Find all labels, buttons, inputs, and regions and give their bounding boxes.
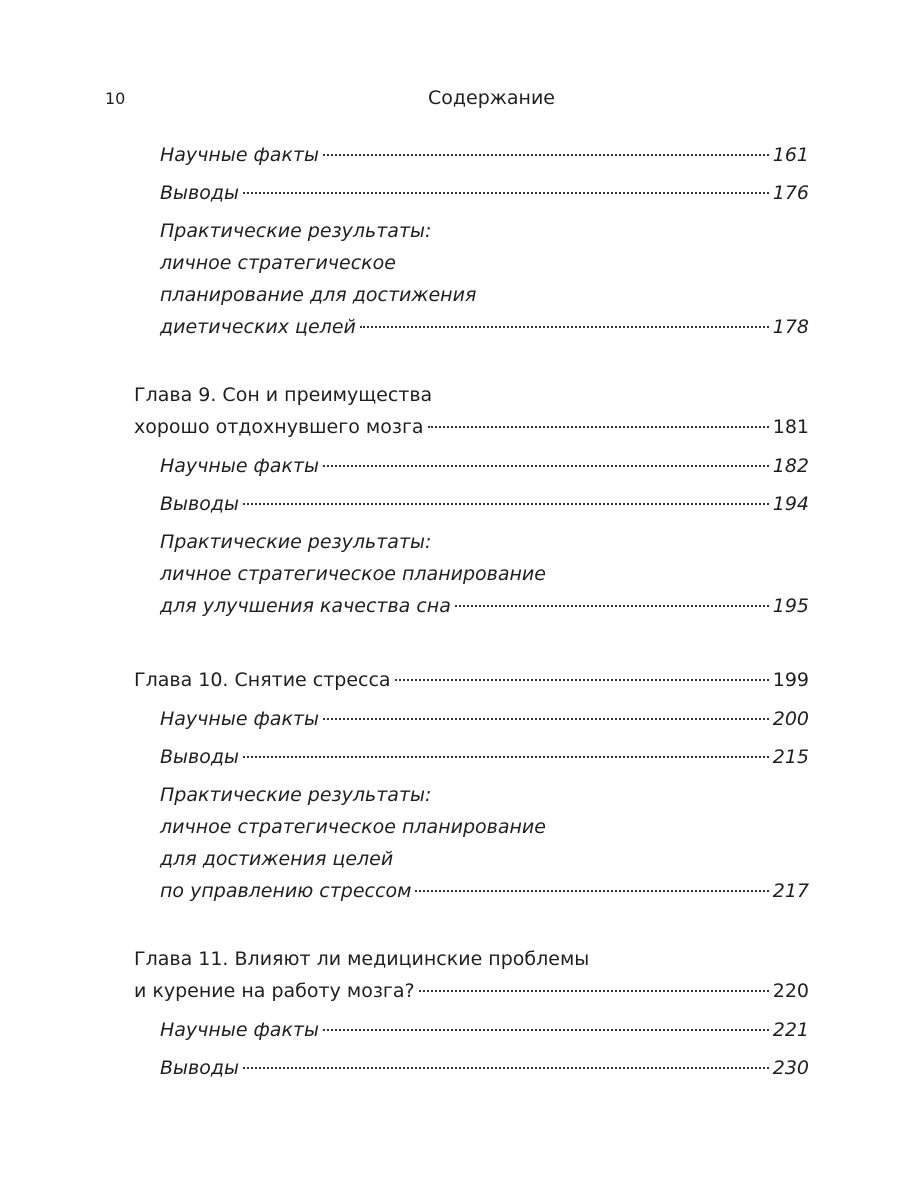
toc-entry-label: хорошо отдохнувшего мозга: [134, 416, 424, 438]
toc-entry-label: Выводы: [160, 493, 239, 515]
toc-entry-conclusions[interactable]: [160, 1052, 809, 1084]
dot-leader: [323, 465, 769, 467]
dot-leader: [395, 679, 769, 681]
dot-leader: [323, 1029, 769, 1031]
toc-entry-practical-results-diet[interactable]: [160, 311, 809, 343]
dot-leader: [243, 1067, 769, 1069]
dot-leader: [415, 890, 768, 892]
dot-leader: [428, 426, 769, 428]
toc-chapter-11[interactable]: [134, 975, 809, 1007]
toc-entry-line: Практические результаты:: [160, 531, 432, 553]
toc-entry-line: Практические результаты:: [160, 784, 432, 806]
toc-entry-science-facts[interactable]: [160, 450, 809, 482]
toc-entry-page: 215: [772, 746, 809, 768]
toc-entry-line: Практические результаты:: [160, 220, 432, 242]
toc-entry-label: Научные факты: [160, 455, 319, 477]
toc-entry-page: 217: [772, 880, 809, 902]
toc-entry-line: личное стратегическое планирование: [160, 563, 546, 585]
toc-entry-practical-results-stress[interactable]: [160, 875, 809, 907]
toc-entry-conclusions[interactable]: [160, 177, 809, 209]
dot-leader: [243, 756, 769, 758]
toc-entry-label: по управлению стрессом: [160, 880, 412, 902]
toc-entry-line: личное стратегическое планирование: [160, 816, 546, 838]
dot-leader: [360, 326, 769, 328]
toc-entry-line: личное стратегическое: [160, 252, 396, 274]
toc-entry-science-facts[interactable]: [160, 1014, 809, 1046]
toc-entry-science-facts[interactable]: [160, 703, 809, 735]
toc-entry-page: 200: [772, 708, 809, 730]
toc-entry-label: диетических целей: [160, 316, 356, 338]
toc-entry-label: Научные факты: [160, 144, 319, 166]
toc-chapter-10[interactable]: [134, 664, 809, 696]
toc-entry-science-facts[interactable]: [160, 139, 809, 171]
toc-entry-page: 178: [772, 316, 809, 338]
toc-entry-page: 230: [772, 1057, 809, 1079]
toc-entry-page: 194: [772, 493, 809, 515]
toc-entry-label: Глава 10. Снятие стресса: [134, 669, 391, 691]
dot-leader: [243, 503, 769, 505]
dot-leader: [455, 605, 769, 607]
dot-leader: [323, 154, 769, 156]
toc-entry-page: 181: [772, 416, 809, 438]
toc-entry-page: 176: [772, 182, 809, 204]
toc-entry-label: Выводы: [160, 1057, 239, 1079]
dot-leader: [419, 990, 769, 992]
toc-entry-page: 161: [772, 144, 809, 166]
toc-entry-line: для достижения целей: [160, 848, 394, 870]
toc-chapter-line: Глава 11. Влияют ли медицинские проблемы: [134, 948, 590, 970]
toc-entry-page: 220: [772, 980, 809, 1002]
toc-entry-label: Научные факты: [160, 708, 319, 730]
dot-leader: [323, 718, 769, 720]
toc-entry-label: Выводы: [160, 746, 239, 768]
page-number: 10: [105, 89, 126, 108]
toc-entry-label: для улучшения качества сна: [160, 595, 451, 617]
toc-entry-label: Выводы: [160, 182, 239, 204]
toc-entry-label: и курение на работу мозга?: [134, 980, 415, 1002]
toc-entry-label: Научные факты: [160, 1019, 319, 1041]
toc-entry-page: 195: [772, 595, 809, 617]
page-title: Содержание: [428, 87, 555, 109]
toc-entry-page: 182: [772, 455, 809, 477]
toc-entry-page: 221: [772, 1019, 809, 1041]
toc-entry-page: 199: [772, 669, 809, 691]
toc-entry-line: планирование для достижения: [160, 284, 477, 306]
toc-chapter-9[interactable]: [134, 411, 809, 443]
toc-entry-conclusions[interactable]: [160, 741, 809, 773]
toc-entry-practical-results-sleep[interactable]: [160, 590, 809, 622]
dot-leader: [243, 192, 769, 194]
toc-entry-conclusions[interactable]: [160, 488, 809, 520]
toc-chapter-line: Глава 9. Сон и преимущества: [134, 384, 433, 406]
